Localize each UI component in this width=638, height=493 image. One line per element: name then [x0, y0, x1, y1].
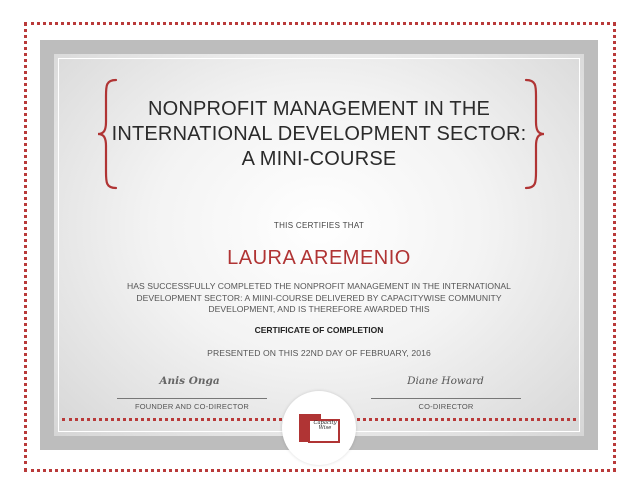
seal-logo-line: Wise — [318, 425, 332, 432]
course-title-line: NONPROFIT MANAGEMENT IN THE — [147, 98, 491, 120]
course-title — [110, 97, 528, 172]
seal-logo-text — [312, 421, 338, 432]
certificate-type: CERTIFICATE OF COMPLETION — [254, 325, 384, 335]
course-title-line: A MINI-COURSE — [241, 148, 397, 170]
left-signer-role: FOUNDER AND CO-DIRECTOR — [134, 402, 250, 411]
presented-date: PRESENTED ON THIS 22ND DAY OF FEBRUARY, 2016 — [207, 348, 431, 358]
statement-line: DEVELOPMENT, AND IS THEREFORE AWARDED THIS — [208, 304, 430, 314]
left-signature: Anis Onga — [159, 375, 220, 387]
right-signature: Diane Howard — [407, 375, 484, 387]
seal-logo-line: Capacity — [313, 420, 337, 426]
statement-line: HAS SUCCESSFULLY COMPLETED THE NONPROFIT MANAGEMENT IN THE INTERNATIONAL — [126, 281, 511, 291]
right-signature-line — [371, 398, 521, 399]
organization-seal — [282, 391, 356, 465]
recipient-name: LAURA AREMENIO — [227, 247, 411, 269]
left-signature-line — [117, 398, 267, 399]
statement-line: DEVELOPMENT SECTOR: A MIINI-COURSE DELIVERED BY CAPACITYWISE COMMUNITY — [136, 292, 502, 303]
certifies-text: THIS CERTIFIES THAT — [273, 221, 365, 230]
completion-statement — [108, 281, 530, 316]
course-title-line: INTERNATIONAL DEVELOPMENT SECTOR: — [111, 123, 527, 145]
right-signer-role: CO-DIRECTOR — [418, 402, 474, 411]
